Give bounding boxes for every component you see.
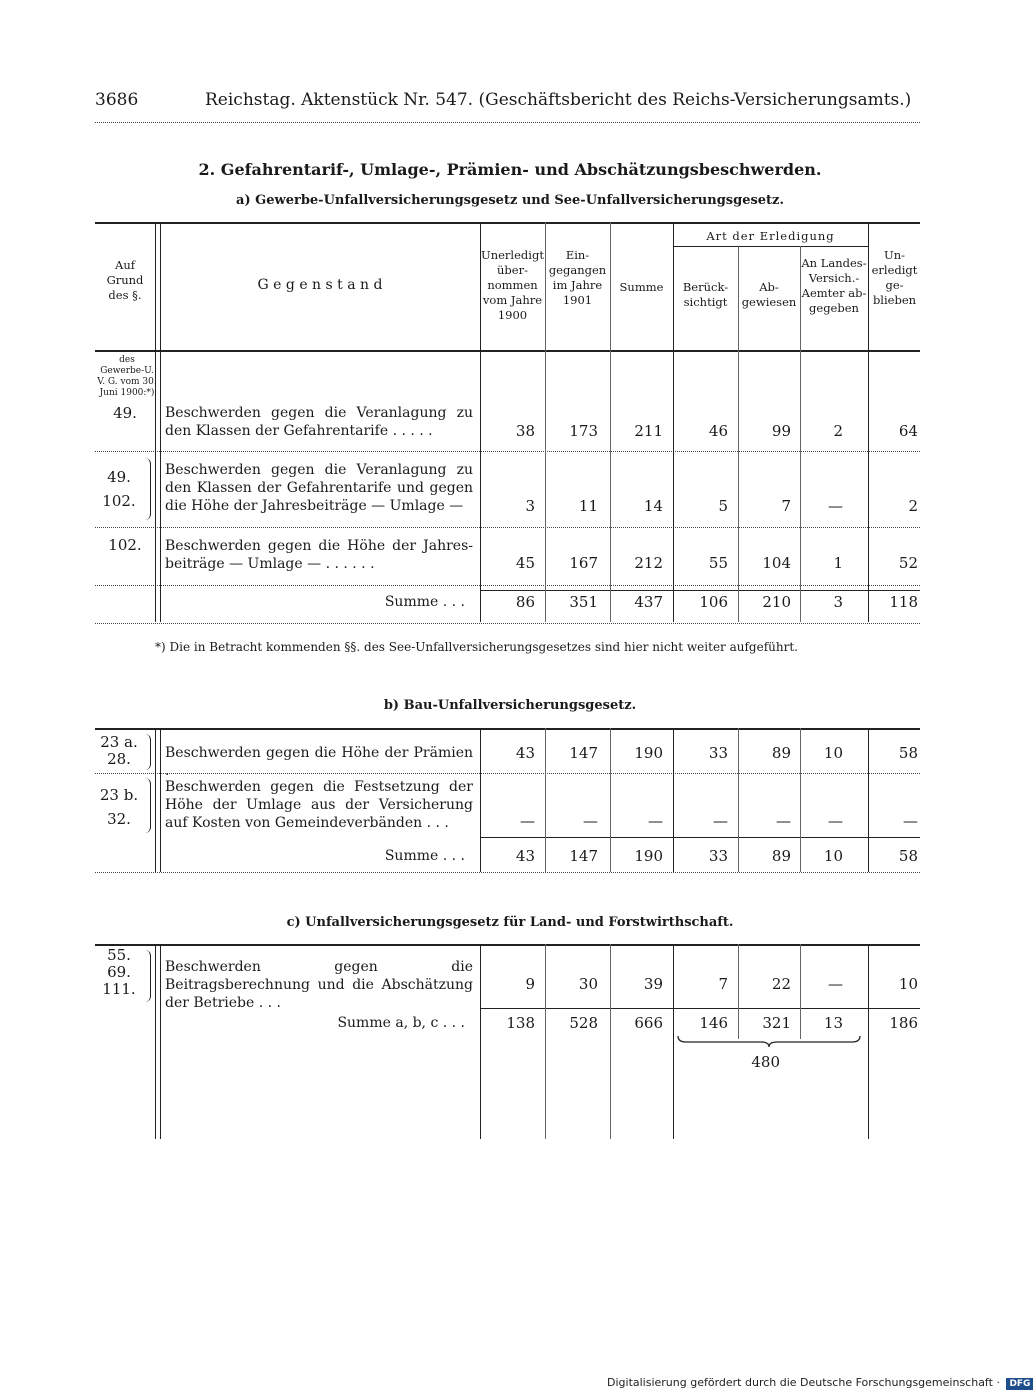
brace — [144, 778, 151, 833]
col-header-an-landes: An Landes-Versich.-Aemter ab-gegeben — [801, 256, 867, 315]
erledigt-total: 480 — [751, 1053, 780, 1071]
running-header: Reichstag. Aktenstück Nr. 547. (Geschäftsbericht des Reichs-Versicherungsamts.) — [205, 90, 912, 110]
col-header-abgewiesen: Ab-gewiesen — [741, 280, 797, 309]
col-header-unerledigt-uebernommen: Unerledigt über-nommen vom Jahre 1900 — [481, 248, 544, 322]
col-header-grund: Auf Grund des §. — [106, 258, 144, 302]
col-header-beruecksichtigt: Berück-sichtigt — [682, 280, 729, 309]
grouping-brace — [676, 1034, 862, 1048]
section-c-subtitle: c) Unfallversicherungsgesetz für Land- und Forstwirthschaft. — [286, 915, 734, 930]
col-header-summe: Summe — [619, 280, 664, 294]
brace — [144, 458, 151, 520]
col-header-eingegangen: Ein-gegangen im Jahre 1901 — [548, 248, 607, 307]
header-rule — [95, 122, 920, 123]
section-title: 2. Gefahrentarif-, Umlage-, Prämien- und Abschätzungsbeschwerden. — [198, 160, 822, 179]
section-b-subtitle: b) Bau-Unfallversicherungsgesetz. — [383, 698, 637, 713]
brace — [144, 734, 151, 770]
col-header-unerledigt-geblieben: Un-erledigt ge-blieben — [871, 248, 918, 307]
section-a-subtitle: a) Gewerbe-Unfallversicherungsgesetz und See-Unfallversicherungsgesetz. — [236, 193, 784, 208]
brace — [144, 950, 151, 1002]
page-number: 3686 — [95, 90, 139, 110]
digitization-credit: Digitalisierung gefördert durch die Deutsche Forschungsgemeinschaft · DFG — [607, 1376, 1033, 1390]
footnote: *) Die in Betracht kommenden §§. des See-Unfallversicherungsgesetzes sind hier nicht weiter aufgeführt. — [155, 640, 798, 654]
law-reference: des Gewerbe-U. V. G. vom 30. Juni 1900:*) — [97, 355, 157, 398]
col-header-gegenstand: G e g e n s t a n d — [257, 277, 383, 293]
col-header-art-der-erledigung: Art der Erledigung — [706, 229, 835, 243]
dfg-logo: DFG — [1006, 1378, 1033, 1390]
